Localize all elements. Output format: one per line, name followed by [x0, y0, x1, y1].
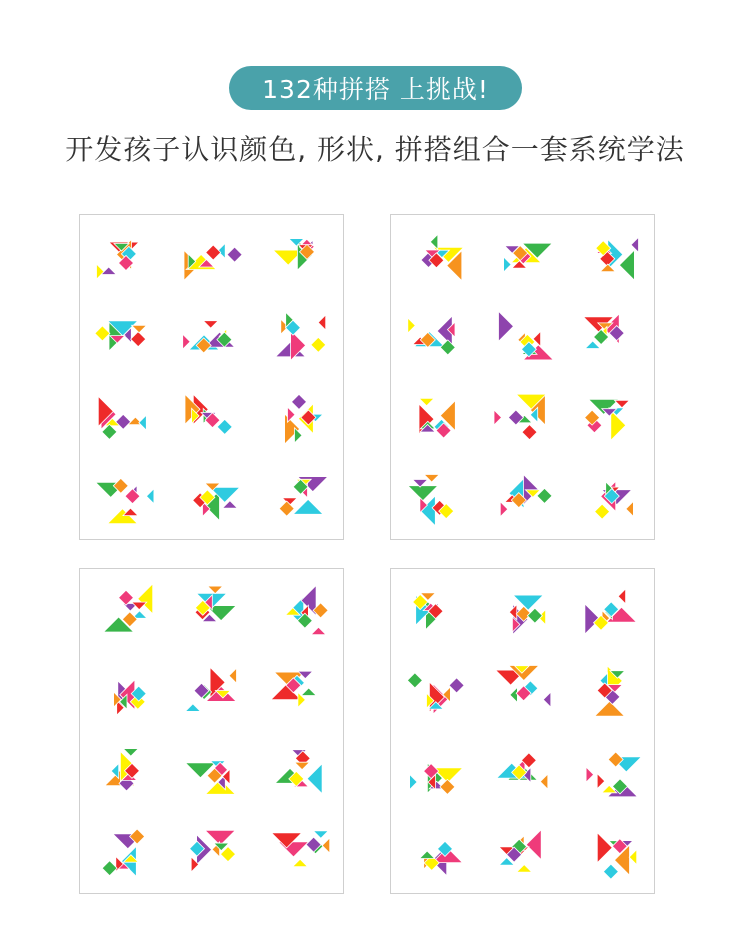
- tangram-figure-heron: [98, 396, 146, 439]
- tangram-piece: [97, 264, 105, 279]
- tangram-figure-skier: [585, 589, 637, 634]
- tangram-panel-2-shapes: [391, 215, 656, 541]
- tangram-piece: [139, 415, 147, 430]
- tangram-piece: [595, 701, 625, 716]
- tangram-figure-dancer: [407, 673, 464, 714]
- tangram-figure-runner: [410, 763, 463, 794]
- tangram-panel-4: [390, 568, 655, 894]
- tangram-piece: [618, 589, 626, 604]
- challenge-title-badge: [229, 66, 522, 110]
- tangram-piece: [311, 627, 326, 635]
- tangram-piece: [543, 692, 551, 707]
- tangram-piece: [408, 318, 416, 333]
- tangram-figure-duck: [193, 483, 240, 520]
- tangram-panel-1-shapes: [80, 215, 345, 541]
- tangram-piece: [440, 340, 455, 355]
- tangram-piece: [410, 775, 418, 790]
- tangram-piece: [449, 678, 464, 693]
- tangram-piece: [313, 831, 328, 839]
- tangram-piece: [288, 407, 296, 422]
- tangram-figure-tower: [102, 829, 145, 876]
- tangram-figure-dog: [499, 311, 554, 360]
- tangram-piece: [615, 400, 630, 408]
- tangram-figure-bird: [185, 394, 232, 434]
- tangram-piece: [183, 334, 191, 349]
- tangram-figure-sailboat: [190, 830, 236, 872]
- tangram-figure-house: [183, 321, 235, 353]
- tangram-piece: [295, 762, 310, 770]
- challenge-title-text: 132种拼搭 上挑战!: [262, 75, 489, 104]
- tangram-piece: [626, 501, 634, 516]
- tangram-piece: [307, 764, 322, 794]
- tangram-figure-runner: [509, 595, 545, 634]
- tangram-panel-3: [79, 568, 344, 894]
- tangram-piece: [132, 325, 147, 333]
- tangram-piece: [311, 337, 326, 352]
- tangram-piece: [420, 851, 435, 859]
- tangram-figure-fish: [184, 243, 242, 280]
- tangram-figure-dancer: [420, 841, 463, 875]
- tangram-figure-house: [584, 314, 625, 349]
- tangram-piece: [292, 394, 307, 409]
- tangram-figure-bird: [271, 671, 316, 707]
- tangram-figure-train: [185, 667, 236, 711]
- tangram-figure-fish: [408, 316, 456, 355]
- tangram-piece: [540, 774, 548, 789]
- tangram-figure-boat: [421, 234, 464, 280]
- tangram-figure-bird: [272, 831, 330, 867]
- tangram-piece: [131, 332, 146, 347]
- tangram-figure-camel: [408, 475, 454, 526]
- tangram-piece: [595, 504, 610, 519]
- tangram-figure-kicker: [595, 666, 625, 716]
- tangram-piece: [504, 257, 512, 272]
- tangram-figure-rider: [597, 833, 636, 879]
- tangram-piece: [407, 673, 422, 688]
- tangram-figure-fish: [285, 394, 323, 444]
- tangram-figure-chair: [585, 399, 630, 440]
- tangram-figure-dancer: [413, 593, 443, 630]
- tangram-piece: [203, 321, 218, 329]
- tangram-piece: [611, 410, 626, 440]
- tangram-piece: [500, 502, 508, 517]
- tangram-piece: [440, 779, 455, 794]
- tangram-piece: [522, 425, 537, 440]
- tangram-figure-rider: [586, 752, 641, 797]
- subtitle-text: 开发孩子认识颜色, 形状, 拼搭组合一套系统学法: [65, 133, 685, 166]
- tangram-piece: [206, 245, 221, 260]
- tangram-piece: [322, 838, 330, 853]
- tangram-piece: [123, 749, 138, 757]
- tangram-figure-castle: [104, 584, 153, 632]
- tangram-piece: [586, 767, 594, 782]
- tangram-piece: [95, 326, 110, 341]
- tangram-piece: [208, 586, 223, 594]
- tangram-piece: [513, 595, 543, 610]
- tangram-figure-whale: [276, 312, 326, 360]
- tangram-piece: [517, 865, 532, 873]
- tangram-piece: [293, 859, 308, 867]
- tangram-figure-jumper: [499, 830, 541, 872]
- tangram-piece: [603, 864, 618, 879]
- tangram-panel-1: [79, 214, 344, 540]
- tangram-piece: [527, 608, 542, 623]
- tangram-figure-bird: [97, 240, 139, 280]
- tangram-piece: [600, 264, 615, 272]
- tangram-piece: [510, 687, 518, 702]
- tangram-piece: [494, 410, 502, 425]
- tangram-piece: [629, 850, 637, 865]
- tangram-figure-runner: [496, 666, 551, 708]
- tangram-piece: [533, 331, 541, 346]
- tangram-figure-fish: [504, 243, 553, 272]
- tangram-figure-train: [595, 481, 634, 519]
- tangram-piece: [597, 774, 605, 789]
- tangram-figure-tower: [185, 761, 235, 795]
- tangram-figure-snake: [273, 239, 314, 271]
- tangram-figure-tent: [500, 475, 552, 517]
- tangram-piece: [597, 833, 612, 863]
- tangram-figure-house: [596, 237, 639, 280]
- tangram-figure-runner: [497, 753, 548, 789]
- tangram-piece: [227, 247, 242, 262]
- tangram-piece: [229, 668, 237, 683]
- tangram-piece: [293, 499, 323, 514]
- tangram-piece: [526, 830, 541, 860]
- tangram-figure-boat: [275, 750, 322, 794]
- tangram-piece: [125, 489, 140, 504]
- tangram-figure-house: [105, 749, 140, 791]
- tangram-figure-dog: [419, 398, 455, 438]
- tangram-piece: [185, 704, 200, 712]
- tangram-figure-box: [114, 680, 147, 716]
- tangram-piece: [102, 861, 117, 876]
- tangram-piece: [217, 419, 232, 434]
- tangram-piece: [318, 315, 326, 330]
- tangram-piece: [301, 688, 316, 696]
- tangram-piece: [499, 311, 514, 341]
- tangram-figure-house: [195, 586, 236, 622]
- tangram-piece: [116, 414, 131, 429]
- tangram-figure-chicken: [96, 478, 154, 523]
- tangram-figure-goose: [95, 321, 147, 351]
- tangram-figure-boat: [279, 477, 328, 516]
- tangram-piece: [419, 398, 434, 406]
- tangram-panel-2: [390, 214, 655, 540]
- tangram-piece: [119, 590, 134, 605]
- tangram-piece: [146, 489, 154, 504]
- tangram-piece: [585, 341, 600, 349]
- tangram-figure-tower: [285, 586, 328, 635]
- tangram-panel-4-shapes: [391, 569, 656, 895]
- tangram-panel-3-shapes: [80, 569, 345, 895]
- tangram-figure-giraffe: [494, 394, 546, 439]
